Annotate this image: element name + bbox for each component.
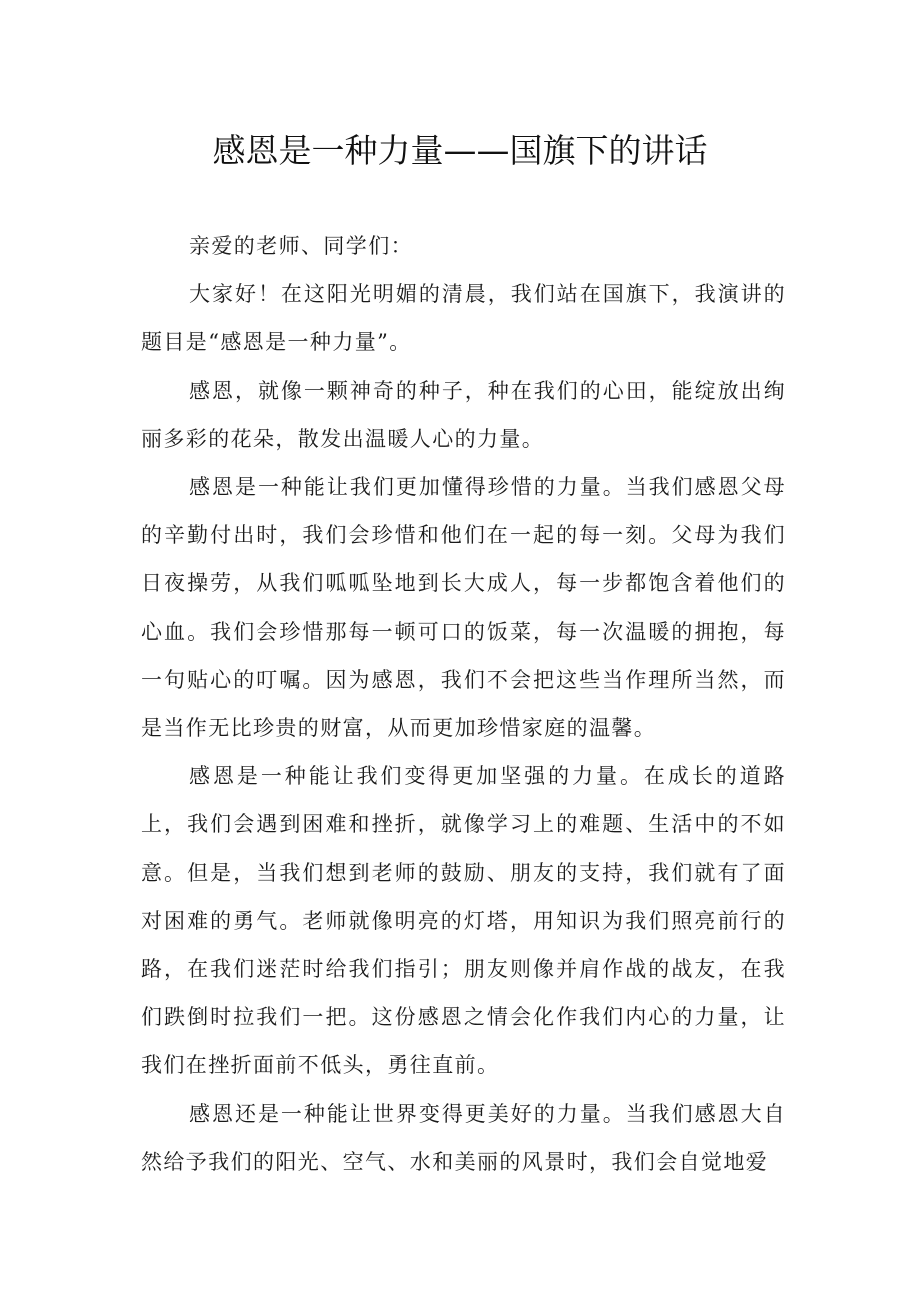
greeting-paragraph: 大家好！在这阳光明媚的清晨，我们站在国旗下，我演讲的题目是“感恩是一种力量”。 — [141, 282, 786, 355]
salutation-paragraph: 亲爱的老师、同学们： — [189, 234, 413, 258]
document-body — [141, 222, 786, 1186]
body-paragraph-world: 感恩还是一种能让世界变得更美好的力量。当我们感恩大自然给予我们的阳光、空气、水和美丽的风景时，我们会自觉地爱 — [141, 1101, 786, 1174]
intro-paragraph: 感恩，就像一颗神奇的种子，种在我们的心田，能绽放出绚丽多彩的花朵，散发出温暖人心的力量。 — [141, 378, 786, 451]
body-paragraph-cherish: 感恩是一种能让我们更加懂得珍惜的力量。当我们感恩父母的辛勤付出时，我们会珍惜和他们在一起的每一刻。父母为我们日夜操劳，从我们呱呱坠地到长大成人，每一步都饱含着他们的心血。我们会珍惜那每一顿可口的饭菜，每一次温暖的拥抱，每一句贴心的叮嘱。因为感恩，我们不会把这些当作理所当然，而是当作无比珍贵的财富，从而更加珍惜家庭的温馨。 — [141, 475, 786, 741]
document-title: 感恩是一种力量——国旗下的讲话 — [212, 131, 708, 170]
body-paragraph-strength: 感恩是一种能让我们变得更加坚强的力量。在成长的道路上，我们会遇到困难和挫折，就像学习上的难题、生活中的不如意。但是，当我们想到老师的鼓励、朋友的支持，我们就有了面对困难的勇气。老师就像明亮的灯塔，用知识为我们照亮前行的路，在我们迷茫时给我们指引；朋友则像并肩作战的战友，在我们跌倒时拉我们一把。这份感恩之情会化作我们内心的力量，让我们在挫折面前不低头，勇往直前。 — [141, 764, 786, 1078]
